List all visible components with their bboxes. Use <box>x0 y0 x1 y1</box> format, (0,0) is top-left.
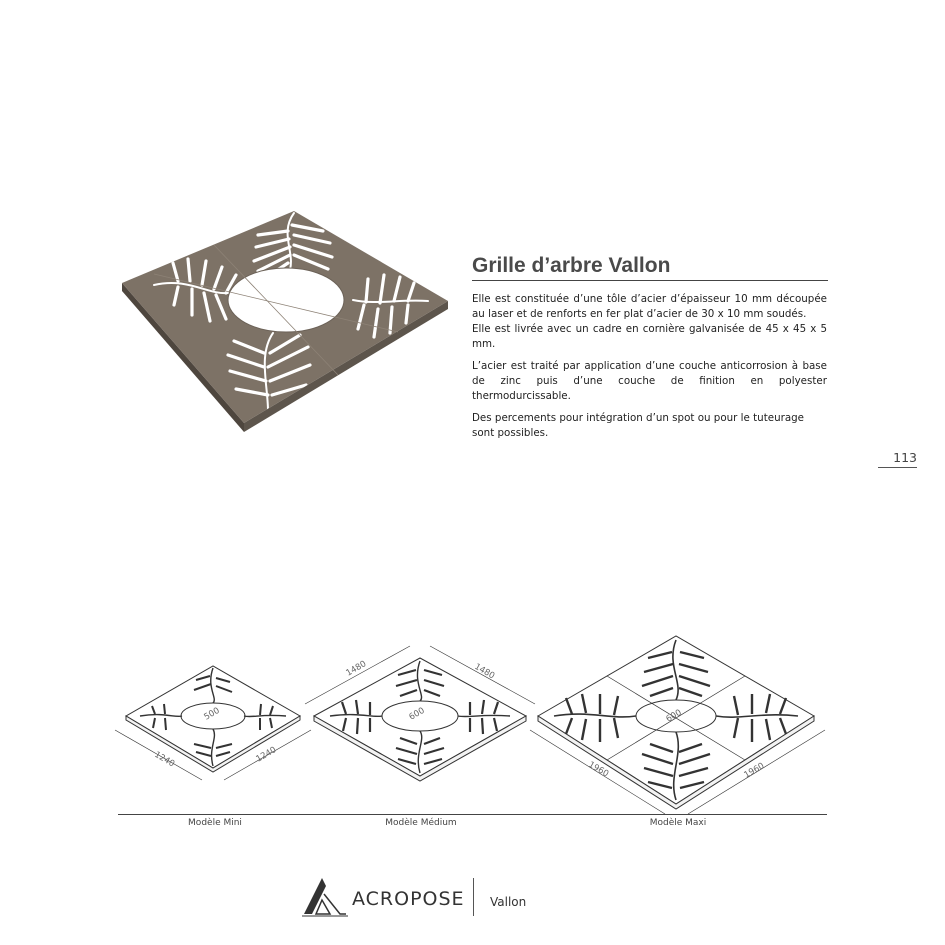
description-paragraph: Elle est livrée avec un cadre en cornière galvanisée de 45 x 45 x 5 mm. <box>472 323 827 350</box>
description-paragraph: Elle est constituée d’une tôle d’acier d’épaisseur 10 mm découpée au laser et de renforts en fer plat d’acier de 30 x 10 mm soudés. <box>472 293 827 320</box>
model-maxi-hole-label: 600 <box>664 707 684 725</box>
model-medium-dim-right: 1480 <box>472 661 497 682</box>
model-mini-dim-right: 1240 <box>254 745 279 765</box>
model-mini-label: Modèle Mini <box>188 818 242 828</box>
tree-grate-3d-illustration <box>118 205 453 440</box>
model-mini-drawing <box>115 666 311 780</box>
model-medium-dim-left: 1480 <box>344 659 369 679</box>
model-mini-hole-label: 500 <box>202 705 222 723</box>
models-baseline-rule <box>118 814 827 815</box>
model-drawings <box>110 628 835 818</box>
model-medium-hole-label: 600 <box>407 705 427 723</box>
acropose-logo-icon <box>300 874 352 918</box>
page-number: 113 <box>878 450 917 468</box>
footer-separator <box>473 878 474 916</box>
footer-section-name: Vallon <box>490 895 527 909</box>
model-maxi-dim-right: 1960 <box>742 761 767 781</box>
model-mini-dim-left: 1240 <box>152 749 177 770</box>
model-maxi-label: Modèle Maxi <box>649 818 707 828</box>
brand-name: ACROPOSE <box>352 888 465 910</box>
description-paragraph: L’acier est traité par application d’une couche anticorrosion à base de zinc puis d’une couche de finition en polyester thermodurcissable. <box>472 360 827 402</box>
model-maxi-dim-left: 1960 <box>586 759 611 780</box>
description-paragraph: Des percements pour intégration d’un spot ou pour le tuteurage sont possibles. <box>472 412 805 439</box>
product-description <box>472 292 827 448</box>
product-title: Grille d’arbre Vallon <box>472 253 828 281</box>
model-medium-label: Modèle Médium <box>385 818 457 828</box>
model-maxi-drawing <box>530 636 825 814</box>
